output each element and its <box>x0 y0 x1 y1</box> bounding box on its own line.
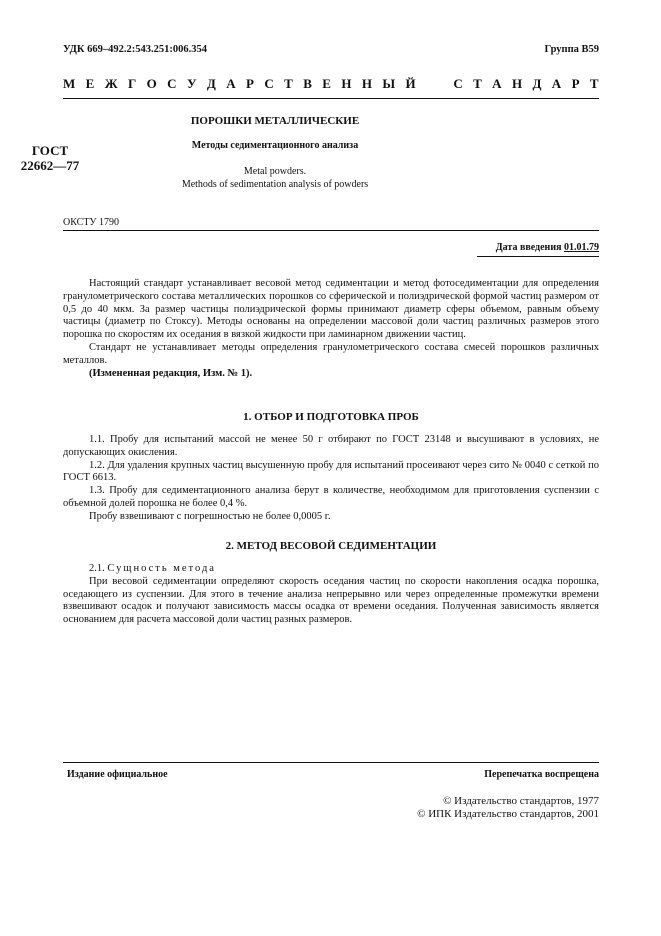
banner-letter: Р <box>246 76 254 91</box>
gost-label: ГОСТ <box>31 143 69 158</box>
official-edition-label: Издание официальное <box>67 769 168 780</box>
introduction-date-label: Дата введения <box>495 242 564 253</box>
banner-letter: С <box>264 76 274 91</box>
banner-letter: Т <box>589 76 599 91</box>
english-title-line1: Metal powders. <box>243 166 307 177</box>
subsection-title <box>63 563 599 576</box>
banner-letter: М <box>63 76 76 91</box>
copyright-line: © ИПК Издательство стандартов, 2001 <box>417 808 599 820</box>
banner-letter: Е <box>322 76 331 91</box>
banner-letter: Т <box>284 76 293 91</box>
banner-letter: Г <box>127 76 137 91</box>
banner-gap <box>440 76 443 92</box>
copyright-line: © Издательство стандартов, 1977 <box>443 795 599 807</box>
amendment-note: (Измененная редакция, Изм. № 1). <box>89 367 253 379</box>
footer-divider <box>63 762 599 763</box>
banner-letter: Н <box>341 76 352 91</box>
paragraph: 1.2. Для удаления крупных частиц высушенную пробу для испытаний просеивают через сито № 0040 с сеткой по ГОСТ 6613. <box>63 459 599 484</box>
paragraph: Стандарт не устанавливает методы определения гранулометрического состава смесей порошков различных металлов. <box>63 341 599 366</box>
banner-letter: Р <box>571 76 580 91</box>
banner-gap <box>426 76 429 92</box>
introduction-date-value: 01.01.79 <box>564 242 599 253</box>
header-divider <box>63 230 599 231</box>
banner-letter: Т <box>473 76 482 91</box>
subsection-name: Сущность метода <box>107 563 216 574</box>
banner-letter: С <box>167 76 177 91</box>
banner-letter: А <box>551 76 562 91</box>
banner-letter: Д <box>532 76 542 91</box>
banner-letter: Ы <box>382 76 396 91</box>
date-underline <box>477 256 599 257</box>
paragraph: Пробу взвешивают с погрешностью не более 0,0005 г. <box>89 510 331 522</box>
banner-letter: Д <box>206 76 216 91</box>
document-title: ПОРОШКИ МЕТАЛЛИЧЕСКИЕ <box>190 115 360 127</box>
paragraph: Настоящий стандарт устанавливает весовой метод седиментации и метод фотоседиментации для определения гранулометрического состава металлических порошков со сферической и полиэдрической формой частиц размером от 0,5 до 40 мкм. За размер частицы полиэдрической формы принимают диаметр сферы объемом, равным объему частицы (диаметр по Стоксу). Методы основаны на определении массовой доли частиц различных размеров этого порошка по скоростям их оседания в вязкой жидкости при ламинарном движении частиц. <box>63 278 599 341</box>
okstu-code: ОКСТУ 1790 <box>63 217 120 228</box>
subsection-number: 2.1. <box>89 563 108 574</box>
banner-letter: А <box>226 76 236 91</box>
english-title-line2: Methods of sedimentation analysis of powders <box>181 179 369 190</box>
section-heading: 2. МЕТОД ВЕСОВОЙ СЕДИМЕНТАЦИИ <box>225 540 437 552</box>
gost-number: 22662—77 <box>20 158 80 173</box>
banner-letter: С <box>453 76 463 91</box>
banner-letter: В <box>303 76 312 91</box>
banner-letter: Н <box>511 76 523 91</box>
introduction-date <box>496 242 599 253</box>
introduction <box>63 278 599 380</box>
paragraph: 1.3. Пробу для седиментационного анализа берут в количестве, необходимом для приготовления суспензии с объемной долей порошка не более 0,4 %. <box>63 485 599 509</box>
banner-letter: О <box>146 76 157 91</box>
banner-letter: А <box>492 76 502 91</box>
banner-letter: Е <box>85 76 95 91</box>
group-code: Группа В59 <box>544 44 599 55</box>
banner-letter: У <box>186 76 197 91</box>
section-body <box>63 434 599 524</box>
banner-letter: Н <box>361 76 372 91</box>
udk-code: УДК 669–492.2:543.251:006.354 <box>63 44 207 55</box>
interstate-standard-banner <box>63 76 599 92</box>
document-subtitle: Методы седиментационного анализа <box>191 140 359 151</box>
section-heading: 1. ОТБОР И ПОДГОТОВКА ПРОБ <box>243 411 419 423</box>
banner-divider <box>63 98 599 99</box>
banner-letter: Й <box>405 76 416 91</box>
banner-letter: Ж <box>104 76 118 91</box>
section-body <box>63 563 599 627</box>
paragraph: При весовой седиментации определяют скорость оседания частиц по скорости накопления осадка порошка, оседающего из суспензии. Для этого в течение анализа непрерывно или через определенные промежутки времени взвешивают осадок и получают зависимость массы осадка от времени оседания. Полученная зависимость является основанием для расчета массовой доли частиц разных размеров. <box>63 575 599 626</box>
reprint-prohibited-label: Перепечатка воспрещена <box>484 769 599 780</box>
paragraph: 1.1. Пробу для испытаний массой не менее 50 г отбирают по ГОСТ 23148 и высушивают в условиях, не допускающих окисления. <box>63 434 599 458</box>
